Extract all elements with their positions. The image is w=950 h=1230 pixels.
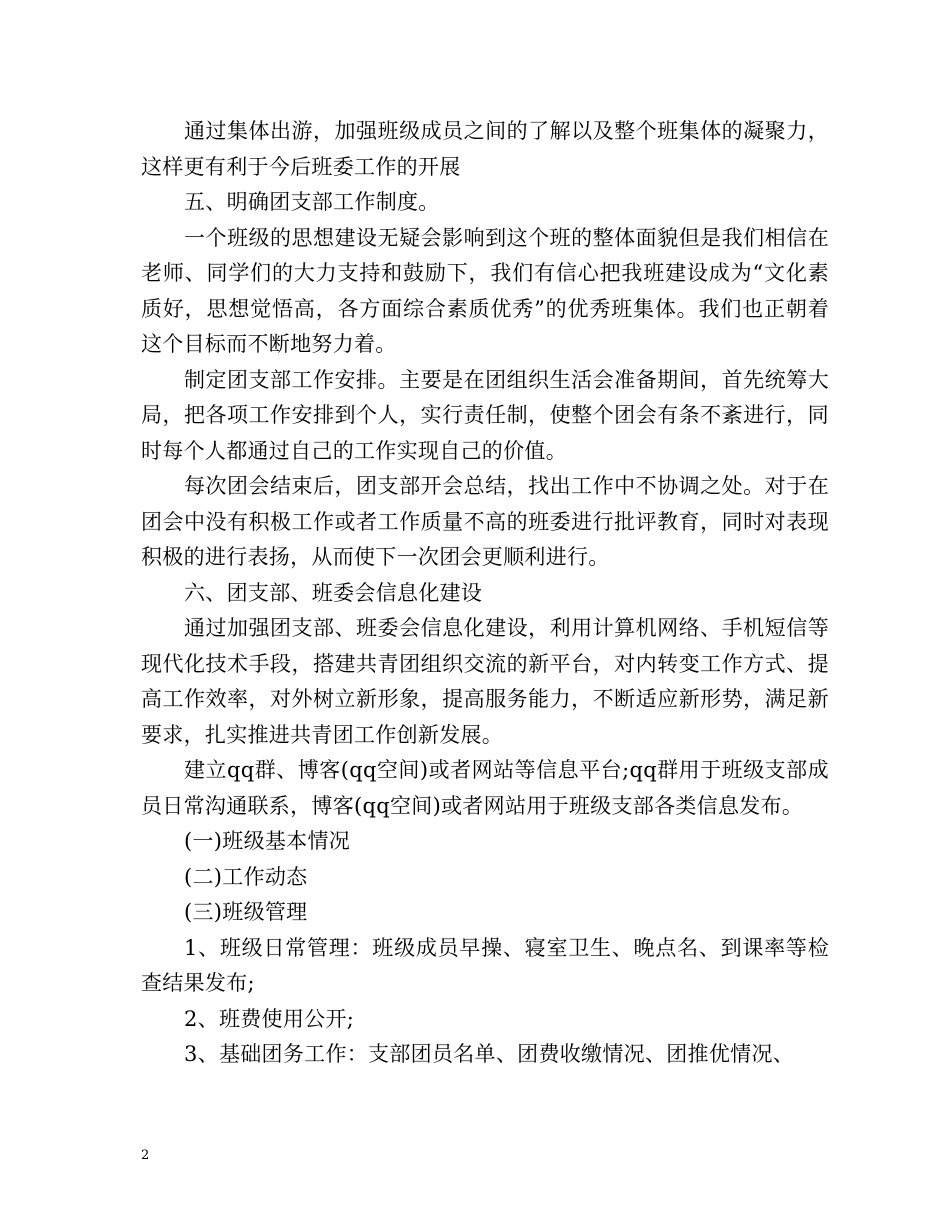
- paragraph-meeting-summary: 每次团会结束后，团支部开会总结，找出工作中不协调之处。对于在团会中没有积极工作或者工作质量不高的班委进行批评教育，同时对表现积极的进行表扬，从而使下一次团会更顺利进行。: [141, 474, 829, 569]
- paragraph-ideology: 一个班级的思想建设无疑会影响到这个班的整体面貌但是我们相信在老师、同学们的大力支持和鼓励下，我们有信心把我班建设成为“文化素质好，思想觉悟高，各方面综合素质优秀”的优秀班集体。我们也正朝着这个目标而不断地努力着。: [141, 225, 829, 356]
- section-heading-6: 六、团支部、班委会信息化建设: [184, 580, 483, 605]
- paragraph-outing: 通过集体出游，加强班级成员之间的了解以及整个班集体的凝聚力，这样更有利于今后班委工作的开展: [141, 119, 829, 179]
- list-item-class-fee: 2、班费使用公开;: [184, 1006, 355, 1031]
- list-item-daily-management: 1、班级日常管理：班级成员早操、寝室卫生、晚点名、到课率等检查结果发布;: [141, 935, 829, 995]
- paragraph-platform: 建立qq群、博客(qq空间)或者网站等信息平台;qq群用于班级支部成员日常沟通联系，博客(qq空间)或者网站用于班级支部各类信息发布。: [141, 758, 829, 818]
- paragraph-informatization: 通过加强团支部、班委会信息化建设，利用计算机网络、手机短信等现代化技术手段，搭建共青团组织交流的新平台，对内转变工作方式、提高工作效率，对外树立新形象，提高服务能力，不断适应新形势，满足新要求，扎实推进共青团工作创新发展。: [141, 616, 829, 747]
- page-number: 2: [141, 1148, 150, 1163]
- list-item-basic-info: (一)班级基本情况: [184, 829, 351, 853]
- list-item-class-management: (三)班级管理: [184, 900, 308, 924]
- paragraph-work-arrangement: 制定团支部工作安排。主要是在团组织生活会准备期间，首先统筹大局，把各项工作安排到个人，实行责任制，使整个团会有条不紊进行，同时每个人都通过自己的工作实现自己的价值。: [141, 367, 829, 463]
- list-item-league-affairs: 3、基础团务工作：支部团员名单、团费收缴情况、团推优情况、: [184, 1042, 795, 1066]
- document-body: [141, 114, 829, 1073]
- section-heading-5: 五、明确团支部工作制度。: [184, 190, 440, 214]
- list-item-work-news: (二)工作动态: [184, 864, 308, 889]
